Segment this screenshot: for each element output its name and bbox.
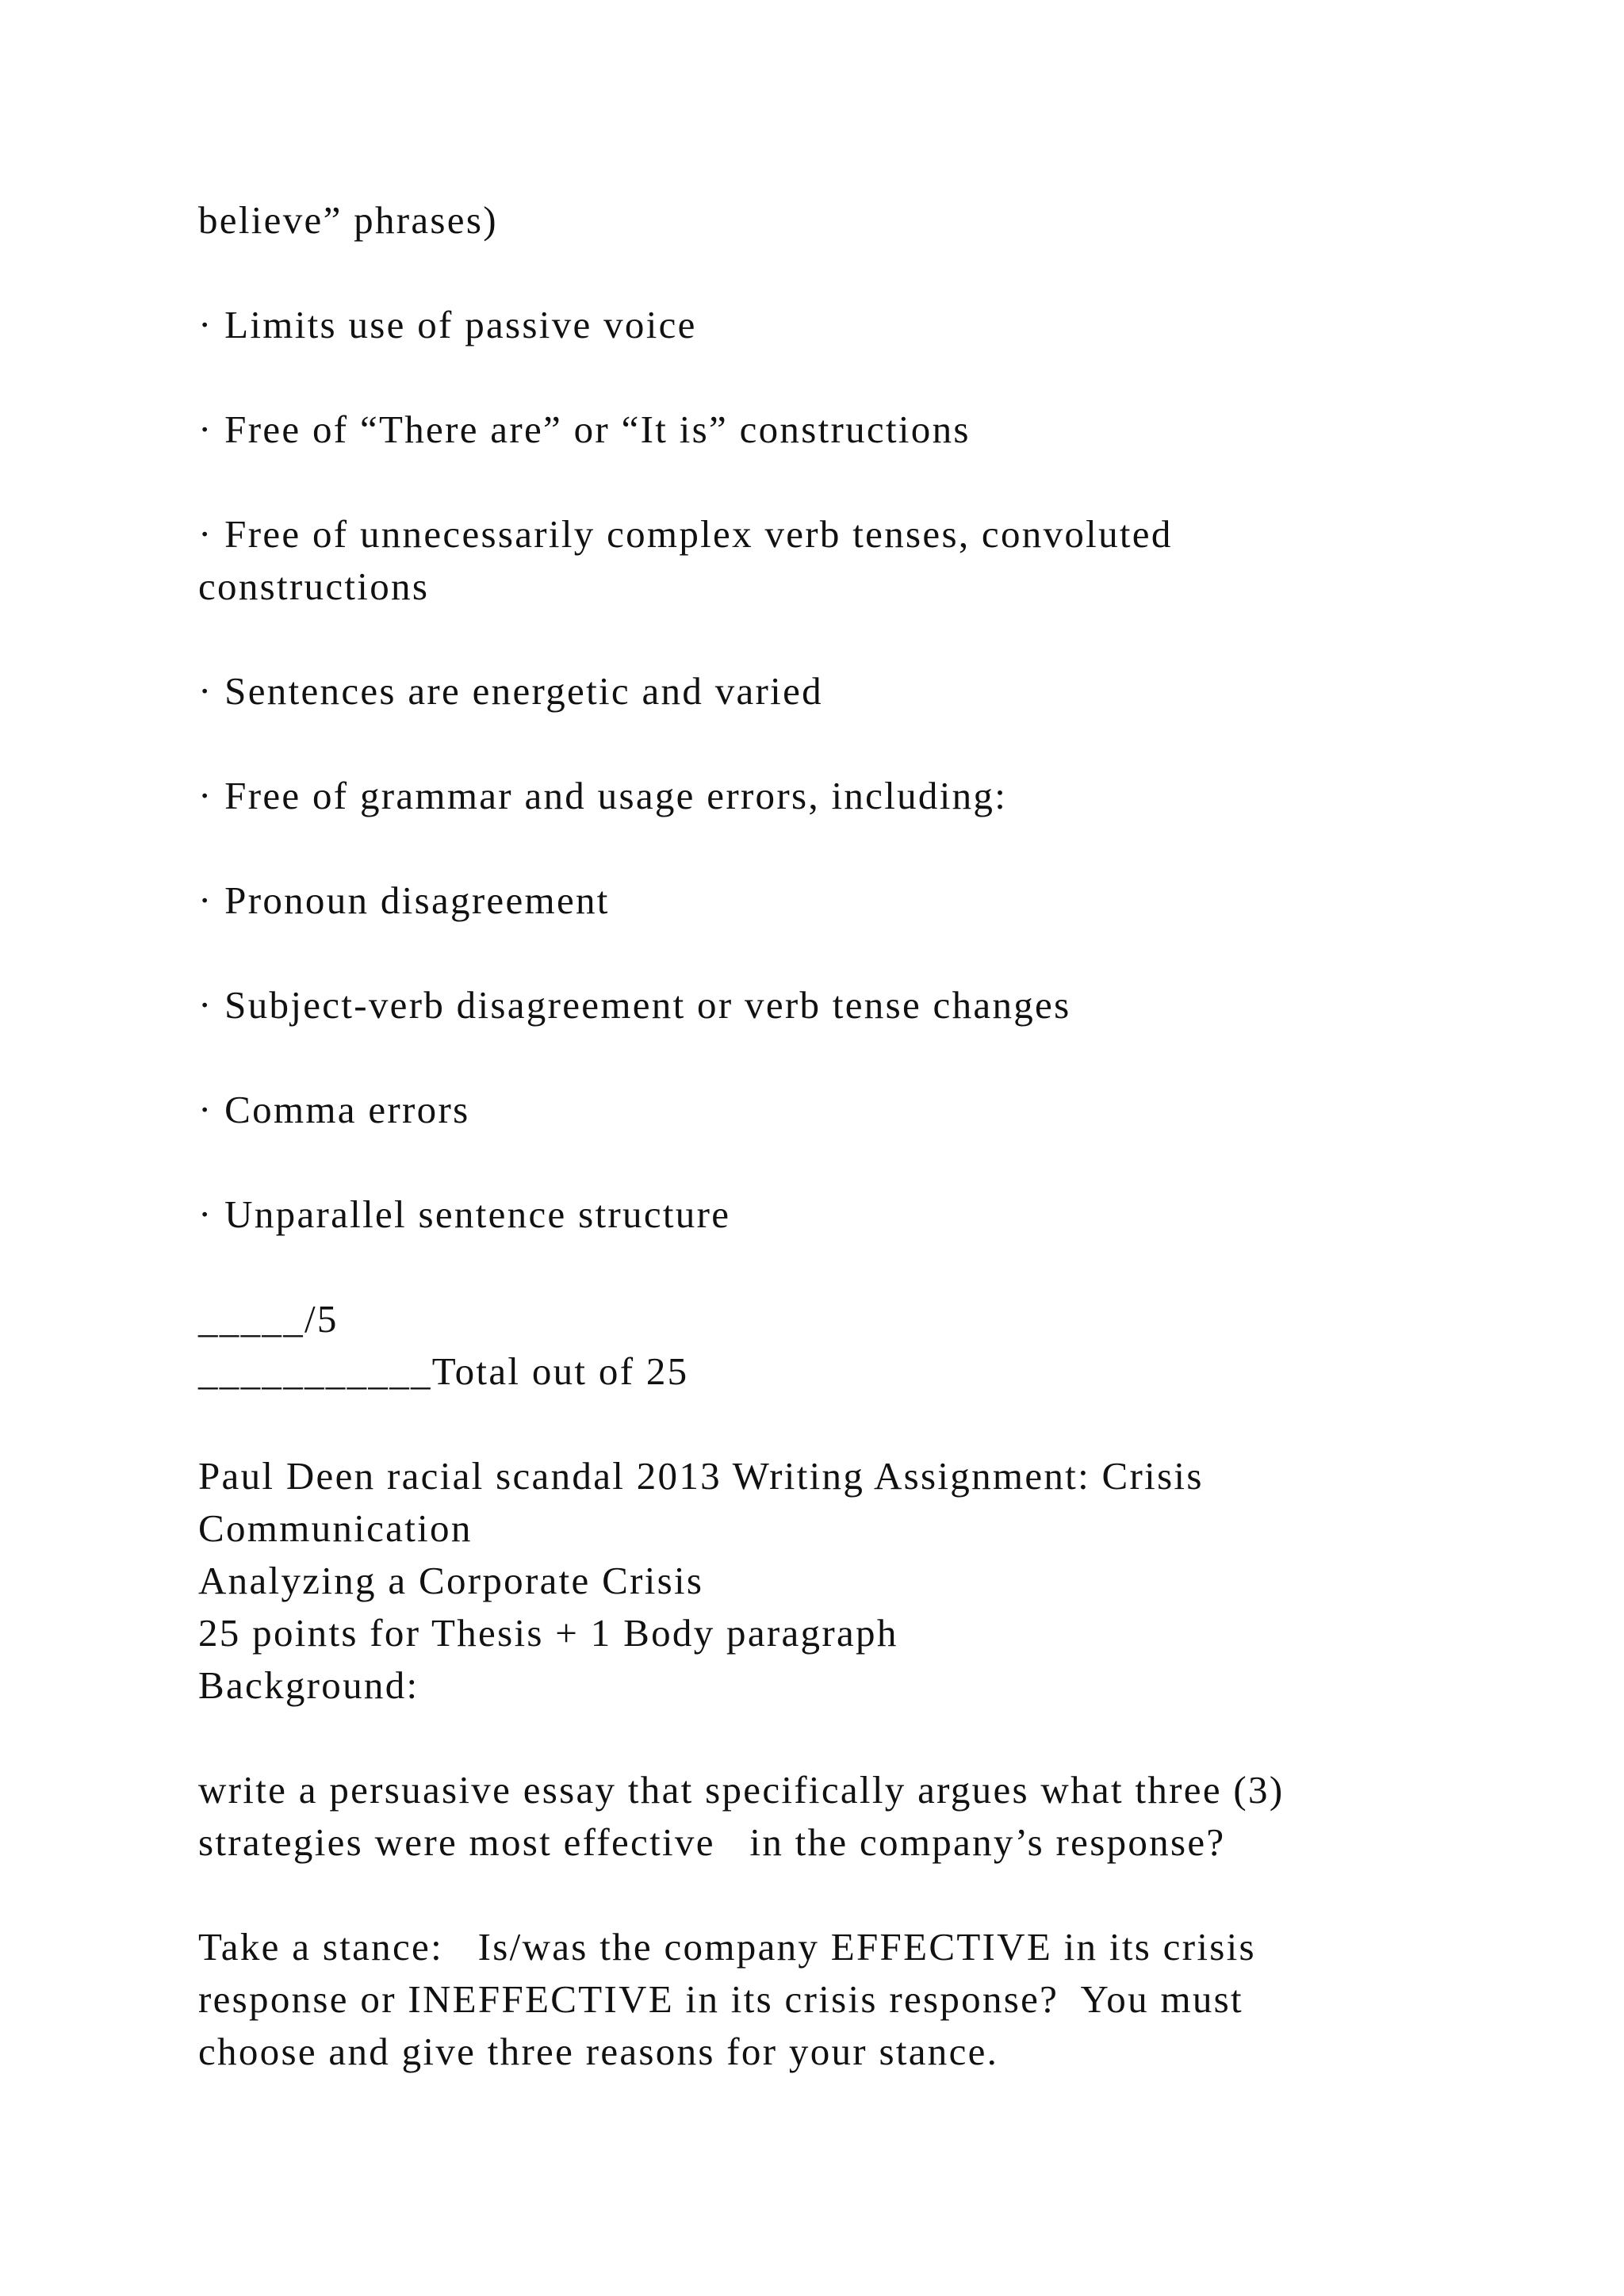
blank-line (198, 456, 1435, 508)
stance-line: response or INEFFECTIVE in its crisis response? You must (198, 1977, 1243, 2021)
bullet-item: · Free of unnecessarily complex verb tenses, convoluted (198, 512, 1173, 556)
document-page (198, 194, 1435, 2078)
blank-line (198, 1031, 1435, 1084)
blank-line (198, 247, 1435, 299)
bullet-item: · Sentences are energetic and varied (198, 669, 823, 713)
stance-line: Take a stance: Is/was the company EFFECTIVE in its crisis (198, 1925, 1256, 1969)
prompt-line: strategies were most effective in the company’s response? (198, 1820, 1226, 1864)
score-blank: _____/5 (198, 1297, 339, 1341)
assignment-subtitle: Analyzing a Corporate Crisis (198, 1559, 704, 1602)
bullet-item: · Free of “There are” or “It is” constructions (198, 408, 971, 451)
bullet-item: · Unparallel sentence structure (198, 1192, 731, 1236)
assignment-title: Paul Deen racial scandal 2013 Writing Assignment: Crisis (198, 1454, 1204, 1498)
blank-line (198, 927, 1435, 979)
blank-line (198, 1869, 1435, 1921)
prompt-line: write a persuasive essay that specifically argues what three (3) (198, 1768, 1285, 1812)
blank-line (198, 1398, 1435, 1450)
bullet-item: · Comma errors (198, 1088, 470, 1131)
blank-line (198, 613, 1435, 665)
blank-line (198, 1241, 1435, 1293)
blank-line (198, 718, 1435, 770)
text-line: constructions (198, 564, 430, 608)
background-label: Background: (198, 1663, 419, 1707)
bullet-item: · Pronoun disagreement (198, 878, 610, 922)
total-score-line: ___________Total out of 25 (198, 1349, 689, 1393)
points-line: 25 points for Thesis + 1 Body paragraph (198, 1611, 898, 1655)
bullet-item: · Free of grammar and usage errors, including: (198, 774, 1008, 817)
assignment-title-cont: Communication (198, 1506, 473, 1550)
blank-line (198, 351, 1435, 404)
bullet-item: · Limits use of passive voice (198, 303, 697, 346)
stance-line: choose and give three reasons for your stance. (198, 2030, 999, 2073)
blank-line (198, 1136, 1435, 1188)
text-line: believe” phrases) (198, 198, 498, 242)
bullet-item: · Subject-verb disagreement or verb tense changes (198, 983, 1071, 1027)
blank-line (198, 1712, 1435, 1764)
blank-line (198, 822, 1435, 874)
